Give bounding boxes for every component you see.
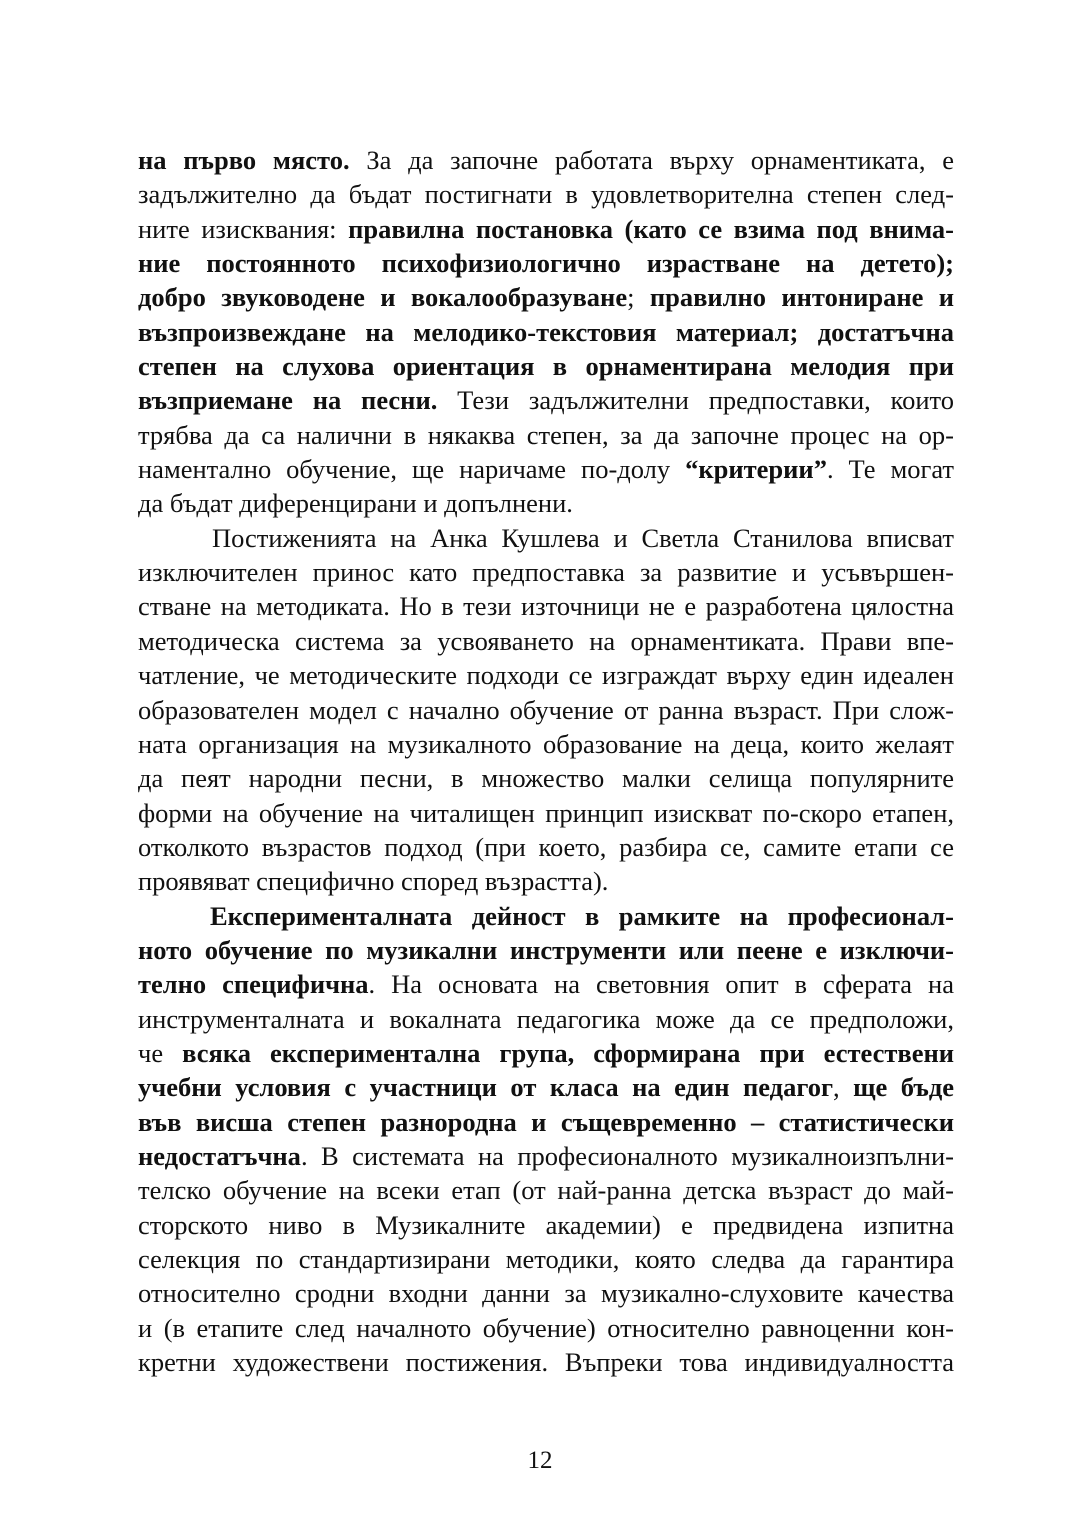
text-segment: стване на методиката. Но в тези източници не е разработена цялостна [138, 591, 954, 622]
text-segment: форми на обучение на читалищен принцип изискват по-скоро етапен, [138, 797, 954, 828]
text-line [138, 967, 954, 1001]
bold-text-segment: във висша степен разнородна и същевременно – статистически [138, 1106, 954, 1137]
text-segment: проявяват специфично според възрастта). [138, 866, 609, 897]
text-segment: ; [627, 282, 650, 313]
bold-text-segment: всяка експериментална група, сформирана при естествени [182, 1037, 954, 1068]
text-segment: селекция по стандартизирани методики, която следва да гарантира [138, 1244, 954, 1274]
text-line [138, 383, 954, 417]
text-segment: наментално обучение, ще наричаме по-долу [138, 454, 686, 485]
text-segment: ните изисквания: [138, 213, 349, 244]
text-segment: да пеят народни песни, в множество малки селища популярните [138, 763, 954, 794]
text-line [138, 624, 954, 658]
text-line [138, 1311, 954, 1345]
bold-text-segment: правилно интониране и [649, 282, 954, 313]
text-segment: методическа система за усвояването на орнаментиката. Прави впе- [138, 625, 954, 656]
text-line [138, 658, 954, 692]
text-line [138, 899, 954, 933]
text-segment: , [833, 1072, 854, 1103]
text-segment: ната организация на музикалното образование на деца, които желаят [138, 728, 954, 759]
text-line [138, 177, 954, 211]
text-line [138, 555, 954, 589]
text-segment: трябва да са налични в някаква степен, за да започне процес на ор- [138, 419, 954, 450]
bold-text-segment: недостатъчна [138, 1140, 301, 1171]
text-line [138, 1345, 954, 1379]
text-segment: . На основата на световния опит в сферата на [368, 969, 954, 1000]
body-text [138, 143, 954, 1379]
text-line [138, 727, 954, 761]
bold-text-segment: ще бъде [853, 1072, 954, 1103]
bold-text-segment: ние постоянното психофизиологично израстване на детето); [138, 248, 954, 279]
text-line [138, 246, 954, 280]
text-line [138, 418, 954, 452]
text-line [138, 315, 954, 349]
text-line [138, 1242, 954, 1276]
bold-text-segment: правилна постановка (като се взима под внима- [348, 213, 955, 244]
text-line [138, 589, 954, 623]
text-line [138, 693, 954, 727]
text-segment: да бъдат диференцирани и допълнени. [138, 488, 573, 519]
text-segment: За да започне работата върху орнаментиката, е [349, 145, 955, 175]
page-number: 12 [527, 1447, 553, 1474]
text-segment: чатление, че методическите подходи се изграждат върху един идеален [138, 660, 954, 691]
bold-text-segment: ното обучение по музикални инструменти или пеене е изключи- [138, 934, 954, 965]
text-segment: кретни художествени постижения. Въпреки това индивидуалността [138, 1347, 954, 1378]
text-segment: относително сродни входни данни за музикално-слуховите качества [138, 1278, 954, 1309]
text-line [138, 1139, 954, 1173]
text-line [138, 349, 954, 383]
text-line [138, 521, 954, 555]
text-line [138, 796, 954, 830]
text-line [138, 830, 954, 864]
text-line [138, 1002, 954, 1036]
text-segment: . Те могат [826, 454, 954, 485]
text-segment: Постиженията на Анка Кушлева и Светла Станилова вписват [212, 522, 954, 553]
text-line [138, 933, 954, 967]
text-segment: . В системата на професионалното музикалноизпълни- [300, 1140, 954, 1171]
text-line [138, 864, 954, 898]
bold-text-segment: възпроизвеждане на мелодико-текстовия материал; достатъчна [138, 316, 954, 347]
bold-text-segment: степен на слухова ориентация в орнаментирана мелодия при [138, 351, 954, 382]
bold-text-segment: “критерии” [685, 454, 827, 485]
text-segment: образователен модел с начално обучение от ранна възраст. При слож- [138, 694, 954, 725]
text-line [138, 212, 954, 246]
text-line [138, 452, 954, 486]
text-line [138, 1173, 954, 1207]
text-segment: задължително да бъдат постигнати в удовлетворителна степен след- [138, 179, 954, 210]
text-segment: Тези задължителни предпоставки, които [437, 385, 954, 416]
text-line [138, 1208, 954, 1242]
bold-text-segment: телно специфична [138, 969, 369, 1000]
bold-text-segment: на първо място. [138, 145, 350, 175]
bold-text-segment: Експерименталната дейност в рамките на професионал- [210, 900, 954, 931]
bold-text-segment: учебни условия с участници от класа на един педагог [138, 1072, 833, 1103]
text-segment: сторското ниво в Музикалните академии) е предвидена изпитна [138, 1209, 954, 1240]
text-line [138, 143, 954, 177]
text-segment: отколкото възрастов подход (при което, разбира се, самите етапи се [138, 831, 954, 862]
text-segment: телско обучение на всеки етап (от най-ранна детска възраст до май- [138, 1175, 954, 1206]
text-line [138, 761, 954, 795]
bold-text-segment: възприемане на песни. [138, 385, 438, 416]
bold-text-segment: добро звуководене и вокалообразуване [138, 282, 628, 313]
text-line [138, 1070, 954, 1104]
text-line [138, 1036, 954, 1070]
text-segment: че [138, 1037, 183, 1068]
text-line [138, 1105, 954, 1139]
text-line [138, 1276, 954, 1310]
text-line [138, 280, 954, 314]
text-line [138, 486, 954, 520]
text-segment: изключителен принос като предпоставка за развитие и усъвършен- [138, 557, 954, 588]
text-segment: и (в етапите след началното обучение) относително равноценни кон- [138, 1312, 954, 1343]
text-segment: инструменталната и вокалната педагогика може да се предположи, [138, 1003, 954, 1034]
